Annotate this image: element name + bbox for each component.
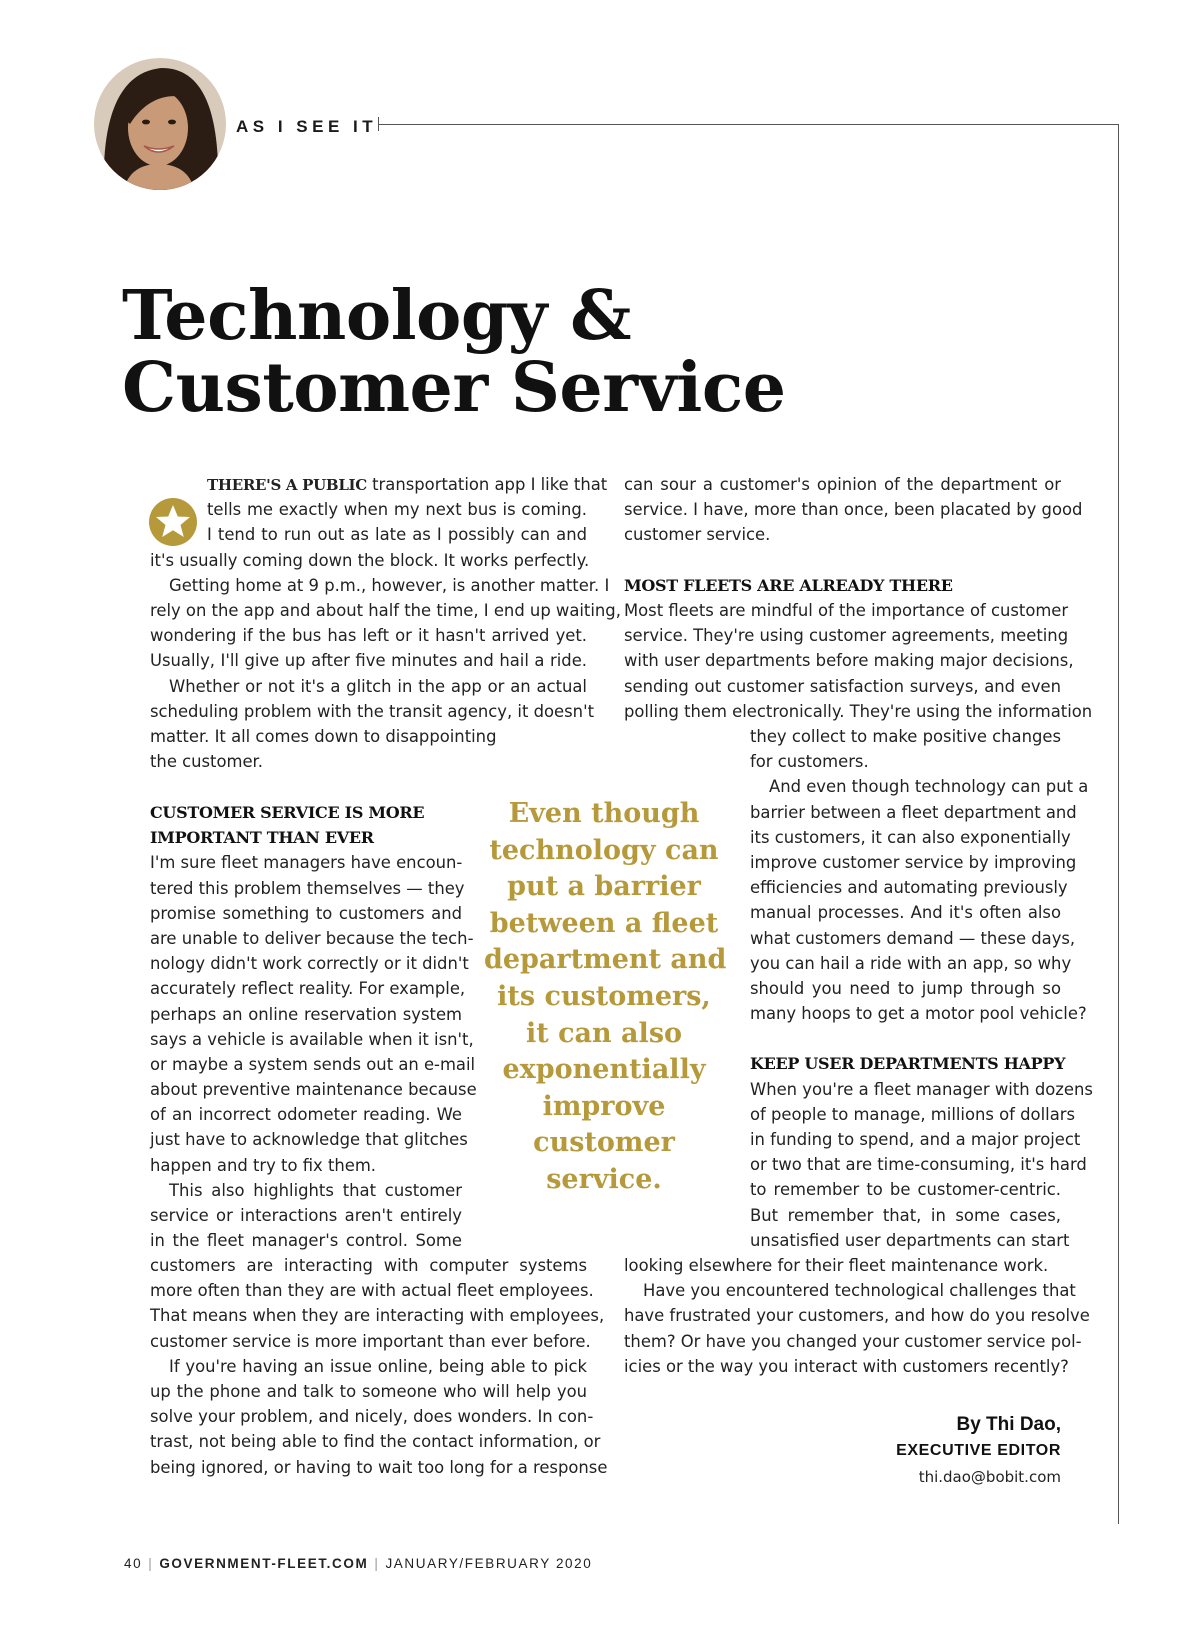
text-line: unsatisfied user departments can start — [750, 1230, 1070, 1250]
text-line: perhaps an online reservation system — [150, 1004, 462, 1024]
text-line: they collect to make positive changes — [750, 727, 1061, 746]
text-line — [624, 548, 1061, 573]
text-line: service or interactions aren't entirely — [150, 1206, 462, 1225]
text-line: them? Or have you changed your customer service pol- — [624, 1331, 1082, 1351]
text-line: looking elsewhere for their fleet maintenance work. — [624, 1256, 1049, 1275]
text-line: happen and try to fix them. — [150, 1155, 377, 1175]
column1-top — [150, 472, 621, 774]
text-line: tered this problem themselves — they — [150, 878, 465, 898]
text-line: When you're a fleet manager with dozens — [750, 1079, 1093, 1099]
text-line: you can hail a ride with an app, so why — [750, 953, 1072, 973]
pull-quote-line: Even though — [508, 798, 700, 829]
text-line: efficiencies and automating previously — [750, 878, 1068, 898]
text-line: solve your problem, and nicely, does wonders. In con- — [150, 1407, 594, 1427]
column2-top — [624, 472, 1093, 724]
text-line: service. I have, more than once, been placated by good — [624, 500, 1083, 520]
text-line: customer service is more important than ever before. — [150, 1331, 591, 1351]
byline — [760, 1412, 1061, 1490]
text-line: Most fleets are mindful of the importance of customer — [624, 600, 1069, 620]
text-line: it's usually coming down the block. It works perfectly. — [150, 550, 590, 570]
lead-in: THERE'S A PUBLIC — [207, 476, 367, 494]
text-line: of an incorrect odometer reading. We — [150, 1105, 462, 1125]
footer-separator: | — [374, 1556, 380, 1571]
pull-quote-line: customer — [533, 1127, 675, 1159]
text-line: are unable to deliver because the tech- — [150, 928, 474, 948]
author-email[interactable]: thi.dao@bobit.com — [918, 1468, 1061, 1486]
text-line: its customers, it can also exponentially — [750, 827, 1071, 847]
column1-bottom — [150, 1253, 608, 1480]
text-line: to remember to be customer-centric. — [750, 1180, 1061, 1200]
pull-quote-line: between a fleet — [489, 907, 719, 939]
issue-date: JANUARY/FEBRUARY 2020 — [385, 1556, 593, 1571]
text-line: trast, not being able to find the contact information, or — [150, 1432, 601, 1452]
text-line: for customers. — [750, 752, 869, 772]
text-line: sending out customer satisfaction surveys, and even — [624, 676, 1061, 696]
text-line: more often than they are with actual fleet employees. — [150, 1281, 594, 1301]
text-line: nology didn't work correctly or it didn't — [150, 954, 469, 974]
pull-quote-line: exponentially — [502, 1054, 706, 1086]
text-line: This also highlights that customer — [169, 1180, 462, 1200]
text-line: being ignored, or having to wait too long for a response — [150, 1457, 608, 1477]
column2-middle — [750, 724, 1093, 1253]
text-line: CUSTOMER SERVICE IS MORE — [150, 803, 425, 822]
text-line: customers are interacting with computer systems — [150, 1256, 587, 1275]
pull-quote-line: put a barrier — [507, 871, 701, 903]
text-line: Getting home at 9 p.m., however, is another matter. I — [169, 575, 610, 595]
text-line: tells me exactly when my next bus is coming. — [207, 500, 587, 520]
text-line: KEEP USER DEPARTMENTS HAPPY — [750, 1054, 1066, 1074]
article-title-line: Technology & — [122, 276, 632, 356]
text-line: Usually, I'll give up after five minutes and hail a ride. — [150, 651, 587, 671]
text-line: barrier between a fleet department and — [750, 802, 1077, 822]
text-line: or maybe a system sends out an e-mail — [150, 1054, 476, 1074]
text-line: up the phone and talk to someone who will help you — [150, 1381, 587, 1401]
page-footer — [124, 1556, 592, 1571]
text-line: should you need to jump through so — [750, 978, 1061, 998]
text-line: or two that are time-consuming, it's hard — [750, 1155, 1087, 1175]
text-line: service. They're using customer agreements, meeting — [624, 626, 1069, 646]
text-line: promise something to customers and — [150, 903, 462, 923]
text-line: in funding to spend, and a major project — [750, 1130, 1081, 1149]
text-line: what customers demand — these days, — [750, 928, 1076, 948]
text-line: with user departments before making major decisions, — [624, 651, 1074, 671]
text-line: many hoops to get a motor pool vehicle? — [750, 1004, 1087, 1024]
text-line: But remember that, in some cases, — [750, 1205, 1061, 1225]
text-line: And even though technology can put a — [769, 777, 1089, 797]
text-line: accurately reflect reality. For example, — [150, 979, 466, 999]
article-title-line: Customer Service — [122, 348, 786, 428]
text-line: says a vehicle is available when it isn't, — [150, 1029, 474, 1049]
text-line: about preventive maintenance because — [150, 1080, 477, 1100]
text-line: polling them electronically. They're using the information — [624, 701, 1093, 721]
text-line — [750, 1026, 1061, 1051]
text-line: Have you encountered technological challenges that — [643, 1281, 1076, 1301]
text-line: IMPORTANT THAN EVER — [150, 828, 374, 848]
text-line: I tend to run out as late as I possibly can and — [207, 525, 587, 545]
text-line: have frustrated your customers, and how do you resolve — [624, 1306, 1090, 1326]
pull-quote-line: it can also — [525, 1017, 683, 1049]
text-line: matter. It all comes down to disappointing — [150, 726, 497, 746]
text-line: MOST FLEETS ARE ALREADY THERE — [624, 575, 953, 595]
footer-separator: | — [148, 1556, 154, 1571]
pull-quote-line: technology can — [489, 834, 719, 866]
text-line: scheduling problem with the transit agency, it doesn't — [150, 701, 594, 721]
publication-name[interactable]: GOVERNMENT-FLEET.COM — [159, 1556, 369, 1571]
column1-middle — [150, 800, 477, 1253]
text-line: I'm sure fleet managers have encoun- — [150, 853, 463, 873]
text-line: just have to acknowledge that glitches — [150, 1130, 468, 1150]
text-line: icies or the way you interact with customers recently? — [624, 1356, 1069, 1376]
pull-quote-line: department and — [484, 944, 727, 976]
text-line: of people to manage, millions of dollars — [750, 1104, 1076, 1124]
text-line: improve customer service by improving — [750, 852, 1077, 872]
text-line: manual processes. And it's often also — [750, 903, 1061, 923]
text-line: Whether or not it's a glitch in the app or an actual — [169, 676, 587, 696]
section-label: AS I SEE IT — [236, 117, 378, 136]
text-line: If you're having an issue online, being able to pick — [169, 1356, 587, 1376]
column2-bottom — [624, 1253, 1090, 1379]
page-number: 40 — [124, 1556, 143, 1571]
pull-quote — [484, 796, 727, 1199]
text-line: in the fleet manager's control. Some — [150, 1231, 462, 1251]
text-line: rely on the app and about half the time, I end up waiting, — [150, 600, 621, 620]
pull-quote-line: its customers, — [497, 980, 711, 1012]
author-role: EXECUTIVE EDITOR — [896, 1442, 1061, 1459]
text-line: wondering if the bus has left or it hasn't arrived yet. — [150, 626, 587, 646]
author-photo — [94, 58, 226, 190]
author-name: By Thi Dao, — [956, 1414, 1061, 1435]
header-rule — [378, 124, 1118, 125]
right-border-rule — [1118, 124, 1119, 1524]
text-line: the customer. — [150, 752, 263, 772]
text-line — [150, 472, 608, 497]
text-line: That means when they are interacting with employees, — [150, 1306, 605, 1326]
text-line: can sour a customer's opinion of the department or — [624, 475, 1061, 494]
pull-quote-line: service. — [546, 1163, 662, 1195]
pull-quote-line: improve — [542, 1090, 666, 1122]
text-run: transportation app I like that — [366, 475, 608, 494]
text-line: customer service. — [624, 525, 771, 545]
article-title — [122, 276, 786, 428]
